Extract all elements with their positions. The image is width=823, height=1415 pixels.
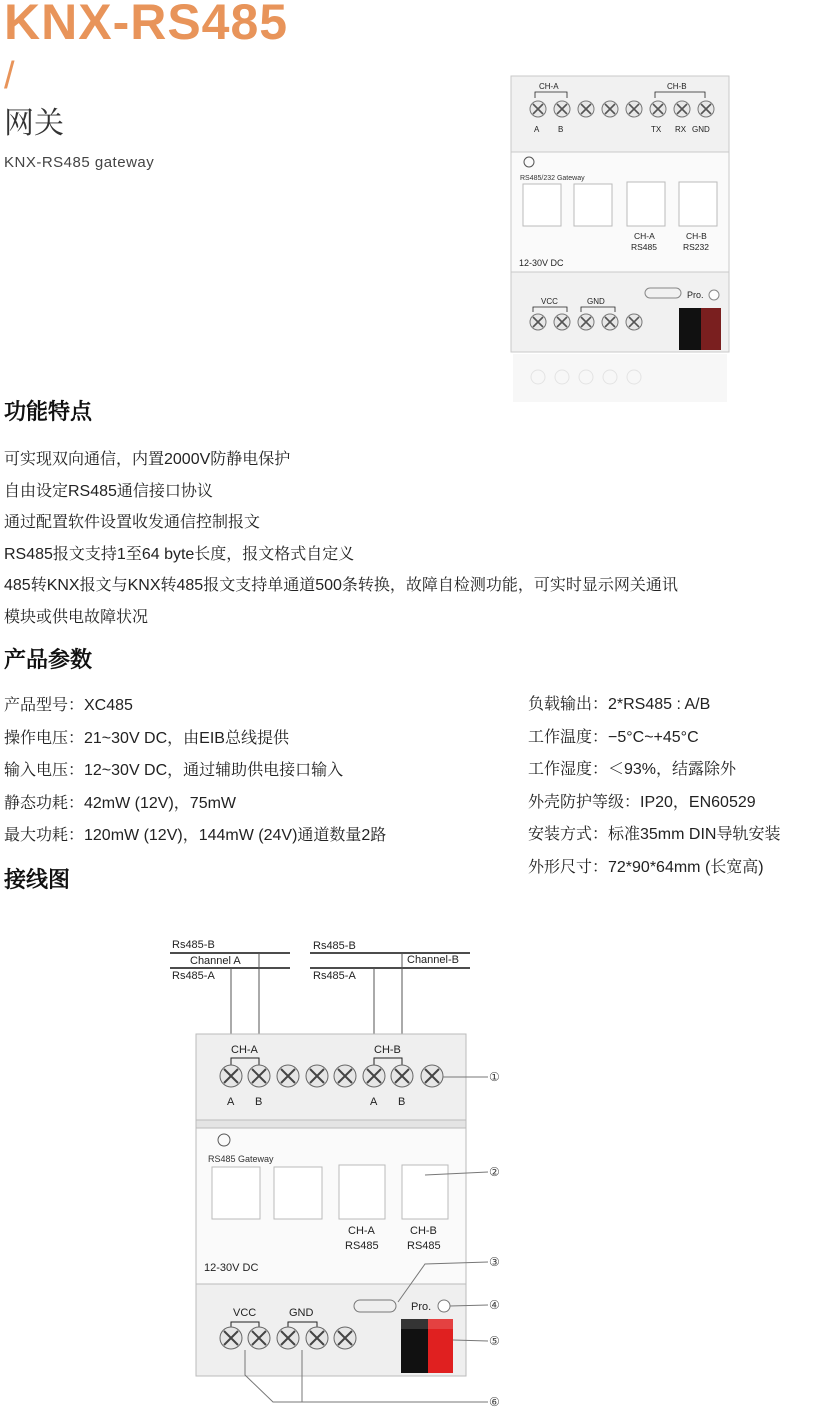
- diagram-port-b-line2: RS485: [407, 1240, 441, 1252]
- param-item: 产品型号：XC485: [4, 697, 133, 714]
- wiring-title: 接线图: [4, 867, 71, 892]
- photo-connector-black: [679, 308, 701, 350]
- photo-label-tx: TX: [651, 125, 662, 134]
- diagram-port-a-line2: RS485: [345, 1240, 379, 1252]
- photo-group-b: CH-B: [667, 82, 687, 91]
- features-title: 功能特点: [4, 399, 93, 424]
- features-list: [4, 444, 814, 633]
- diagram-led-icon: [438, 1300, 450, 1312]
- diagram-label-b1: B: [255, 1096, 263, 1108]
- callout-6: ⑥: [489, 1395, 500, 1409]
- photo-port-a-line2: RS485: [631, 242, 657, 252]
- photo-pro-label: Pro.: [687, 290, 704, 300]
- diagram-gnd: GND: [289, 1307, 314, 1319]
- feature-item: 485转KNX报文与KNX转485报文支持单通道500条转换，故障自检测功能，可实时显示网关通讯: [4, 577, 678, 594]
- wiring-diagram: [0, 920, 823, 1415]
- photo-label-a: A: [534, 125, 540, 134]
- product-model: KNX-RS485: [4, 0, 289, 50]
- device-photo: [505, 72, 735, 402]
- diagram-port-b-line1: CH-B: [410, 1225, 437, 1237]
- photo-port-2: [574, 184, 612, 226]
- photo-port-a-line1: CH-A: [634, 231, 655, 241]
- photo-port-3: [627, 182, 665, 226]
- diagram-port-2: [274, 1167, 322, 1219]
- diagram-port-a-line1: CH-A: [348, 1225, 375, 1237]
- diagram-brand-text: RS485 Gateway: [208, 1154, 274, 1164]
- bus-a-bottom-label: Rs485-A: [172, 970, 215, 982]
- product-name-en: KNX-RS485 gateway: [4, 154, 155, 171]
- param-item: 工作温度：−5°C~+45°C: [528, 728, 699, 746]
- param-item: 操作电压：21~30V DC，由EIB总线提供: [4, 729, 289, 747]
- photo-label-gnd: GND: [692, 125, 710, 134]
- photo-port-4: [679, 182, 717, 226]
- diagram-group-a: CH-A: [231, 1044, 258, 1056]
- diagram-label-b2: B: [398, 1096, 406, 1108]
- param-item: 输入电压：12~30V DC，通过辅助供电接口输入: [4, 762, 344, 779]
- photo-gnd: GND: [587, 297, 605, 306]
- param-item: 静态功耗：42mW (12V)，75mW: [4, 794, 237, 812]
- photo-vcc: VCC: [541, 297, 558, 306]
- feature-item: RS485报文支持1至64 byte长度，报文格式自定义: [4, 545, 355, 563]
- params-left: [4, 690, 386, 853]
- diagram-group-b: CH-B: [374, 1044, 401, 1056]
- param-item: 安装方式：标准35mm DIN导轨安装: [528, 826, 781, 843]
- callout-4: ④: [489, 1298, 500, 1312]
- param-item: 外壳防护等级：IP20，EN60529: [528, 793, 756, 811]
- param-item: 外形尺寸：72*90*64mm (长宽高): [528, 858, 764, 876]
- photo-port-b-line1: CH-B: [686, 231, 707, 241]
- param-item: 负载输出：2*RS485 : A/B: [528, 696, 711, 713]
- bus-a-channel-label: Channel A: [190, 955, 241, 967]
- feature-item: 自由设定RS485通信接口协议: [4, 482, 213, 500]
- bus-b-bottom-label: Rs485-A: [313, 970, 356, 982]
- photo-led-icon: [709, 290, 719, 300]
- diagram-vcc: VCC: [233, 1307, 257, 1319]
- bus-b-channel-label: Channel-B: [407, 954, 459, 966]
- bus-b-top-label: Rs485-B: [313, 940, 356, 952]
- product-name-cn: 网关: [4, 107, 64, 140]
- title-slash: /: [4, 55, 15, 97]
- photo-port-b-line2: RS232: [683, 242, 709, 252]
- feature-item: 通过配置软件设置收发通信控制报文: [4, 514, 261, 531]
- callout-3: ③: [489, 1255, 500, 1269]
- photo-label-rx: RX: [675, 125, 687, 134]
- callout-5: ⑤: [489, 1334, 500, 1348]
- diagram-label-a2: A: [370, 1096, 378, 1108]
- callout-2: ②: [489, 1165, 500, 1179]
- photo-label-b: B: [558, 125, 564, 134]
- photo-connector-red: [701, 308, 721, 350]
- diagram-voltage: 12-30V DC: [204, 1262, 259, 1274]
- photo-brand-text: RS485/232 Gateway: [520, 175, 585, 182]
- param-item: 工作湿度：＜93%，结露除外: [528, 761, 737, 778]
- params-title: 产品参数: [4, 647, 93, 672]
- callout-1: ①: [489, 1070, 500, 1084]
- photo-group-a: CH-A: [539, 82, 559, 91]
- diagram-label-a1: A: [227, 1096, 235, 1108]
- param-item: 最大功耗：120mW (12V)，144mW (24V)通道数量2路: [4, 827, 387, 844]
- photo-port-1: [523, 184, 561, 226]
- diagram-port-4: [402, 1165, 448, 1219]
- feature-item: 可实现双向通信，内置2000V防静电保护: [4, 451, 291, 468]
- diagram-port-3: [339, 1165, 385, 1219]
- bus-a-top-label: Rs485-B: [172, 939, 215, 951]
- diagram-port-1: [212, 1167, 260, 1219]
- diagram-pro-label: Pro.: [411, 1301, 432, 1313]
- params-right: [528, 689, 780, 884]
- photo-voltage: 12-30V DC: [519, 258, 564, 268]
- feature-item: 模块或供电故障状况: [4, 608, 149, 626]
